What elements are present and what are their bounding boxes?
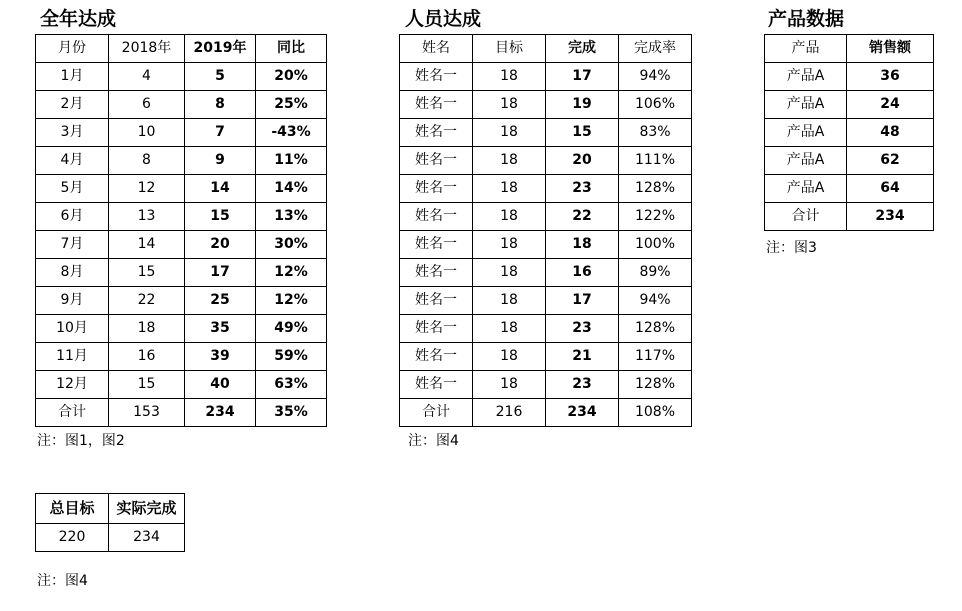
cell-name: 合计 [400,399,473,427]
cell-month: 1月 [36,63,109,91]
table-row [36,147,327,175]
cell-month: 合计 [36,399,109,427]
column-header-rate: 完成率 [619,35,692,63]
column-header-2018: 2018年 [109,35,185,63]
cell-2018: 14 [109,231,185,259]
cell-2019: 8 [185,91,256,119]
cell-product: 产品A [765,119,847,147]
cell-done: 23 [546,371,619,399]
cell-2019: 17 [185,259,256,287]
cell-product: 产品A [765,63,847,91]
table-row [765,91,934,119]
cell-done: 23 [546,315,619,343]
cell-done: 234 [546,399,619,427]
table-row [400,371,692,399]
cell-2018: 10 [109,119,185,147]
column-header-total-target: 总目标 [36,494,109,524]
cell-target: 18 [473,315,546,343]
cell-2018: 8 [109,147,185,175]
column-header-sales: 销售额 [847,35,934,63]
cell-2019: 20 [185,231,256,259]
cell-done: 15 [546,119,619,147]
cell-month: 5月 [36,175,109,203]
cell-done: 16 [546,259,619,287]
cell-done: 20 [546,147,619,175]
cell-2018: 153 [109,399,185,427]
cell-yoy: 20% [256,63,327,91]
column-header-product: 产品 [765,35,847,63]
target-table [35,493,185,552]
table-row [400,175,692,203]
products-note: 注：图3 [766,240,817,256]
cell-2019: 7 [185,119,256,147]
cell-2018: 13 [109,203,185,231]
cell-yoy: 25% [256,91,327,119]
table-row [36,371,327,399]
cell-2019: 39 [185,343,256,371]
cell-done: 22 [546,203,619,231]
cell-month: 6月 [36,203,109,231]
table-row [400,231,692,259]
column-header-done: 完成 [546,35,619,63]
cell-sales: 64 [847,175,934,203]
cell-target: 216 [473,399,546,427]
cell-actual-done: 234 [109,524,185,552]
cell-target: 18 [473,91,546,119]
cell-target: 18 [473,287,546,315]
cell-name: 姓名一 [400,259,473,287]
cell-yoy: 12% [256,259,327,287]
column-header-actual-done: 实际完成 [109,494,185,524]
products-title: 产品数据 [768,8,845,30]
table-total-row [36,399,327,427]
cell-yoy: 59% [256,343,327,371]
cell-2019: 14 [185,175,256,203]
column-header-name: 姓名 [400,35,473,63]
cell-yoy: 63% [256,371,327,399]
table-row [36,119,327,147]
target-note: 注：图4 [37,573,88,589]
cell-done: 17 [546,63,619,91]
cell-target: 18 [473,371,546,399]
cell-sales: 62 [847,147,934,175]
table-header-row [36,35,327,63]
cell-rate: 108% [619,399,692,427]
table-row [36,524,185,552]
cell-name: 姓名一 [400,343,473,371]
table-row [400,91,692,119]
table-row [36,91,327,119]
table-header-row [36,494,185,524]
table-row [400,203,692,231]
cell-done: 23 [546,175,619,203]
cell-yoy: -43% [256,119,327,147]
cell-sales: 24 [847,91,934,119]
cell-month: 9月 [36,287,109,315]
cell-target: 18 [473,259,546,287]
cell-2018: 6 [109,91,185,119]
cell-month: 7月 [36,231,109,259]
cell-2019: 40 [185,371,256,399]
cell-name: 姓名一 [400,231,473,259]
column-header-yoy: 同比 [256,35,327,63]
cell-yoy: 14% [256,175,327,203]
column-header-month: 月份 [36,35,109,63]
cell-rate: 94% [619,287,692,315]
cell-rate: 111% [619,147,692,175]
cell-done: 17 [546,287,619,315]
cell-2018: 4 [109,63,185,91]
table-row [36,343,327,371]
products-table [764,34,934,231]
cell-month: 2月 [36,91,109,119]
cell-rate: 106% [619,91,692,119]
cell-target: 18 [473,63,546,91]
table-row [36,259,327,287]
cell-rate: 117% [619,343,692,371]
cell-sales: 234 [847,203,934,231]
cell-name: 姓名一 [400,287,473,315]
table-header-row [765,35,934,63]
cell-target: 18 [473,343,546,371]
annual-note: 注：图1，图2 [37,433,125,449]
cell-month: 4月 [36,147,109,175]
cell-2018: 15 [109,259,185,287]
cell-2018: 16 [109,343,185,371]
cell-name: 姓名一 [400,91,473,119]
cell-2019: 5 [185,63,256,91]
cell-done: 21 [546,343,619,371]
table-row [400,287,692,315]
cell-month: 8月 [36,259,109,287]
column-header-2019: 2019年 [185,35,256,63]
cell-name: 姓名一 [400,119,473,147]
cell-rate: 128% [619,315,692,343]
cell-month: 11月 [36,343,109,371]
annual-title: 全年达成 [40,8,117,30]
table-row [36,203,327,231]
cell-target: 18 [473,119,546,147]
cell-target: 18 [473,147,546,175]
cell-2018: 15 [109,371,185,399]
cell-yoy: 13% [256,203,327,231]
cell-target: 18 [473,231,546,259]
cell-2018: 22 [109,287,185,315]
table-row [36,315,327,343]
cell-yoy: 30% [256,231,327,259]
table-row [400,119,692,147]
table-header-row [400,35,692,63]
cell-target: 18 [473,203,546,231]
cell-rate: 94% [619,63,692,91]
cell-sales: 36 [847,63,934,91]
cell-rate: 83% [619,119,692,147]
table-row [765,147,934,175]
cell-yoy: 35% [256,399,327,427]
cell-product: 产品A [765,175,847,203]
cell-rate: 128% [619,175,692,203]
cell-product: 产品A [765,91,847,119]
cell-name: 姓名一 [400,203,473,231]
cell-2018: 18 [109,315,185,343]
annual-table [35,34,327,427]
cell-month: 12月 [36,371,109,399]
cell-month: 10月 [36,315,109,343]
cell-name: 姓名一 [400,147,473,175]
table-row [400,315,692,343]
cell-done: 19 [546,91,619,119]
cell-name: 姓名一 [400,371,473,399]
table-row [765,63,934,91]
table-row [400,63,692,91]
column-header-target: 目标 [473,35,546,63]
table-row [400,343,692,371]
table-row [36,287,327,315]
cell-month: 3月 [36,119,109,147]
table-total-row [765,203,934,231]
table-row [36,175,327,203]
staff-title: 人员达成 [405,8,482,30]
cell-product: 合计 [765,203,847,231]
cell-2019: 9 [185,147,256,175]
cell-yoy: 12% [256,287,327,315]
table-row [765,119,934,147]
table-row [765,175,934,203]
cell-target: 18 [473,175,546,203]
cell-yoy: 11% [256,147,327,175]
cell-name: 姓名一 [400,175,473,203]
cell-yoy: 49% [256,315,327,343]
cell-2019: 15 [185,203,256,231]
cell-rate: 122% [619,203,692,231]
cell-rate: 89% [619,259,692,287]
table-row [36,63,327,91]
cell-sales: 48 [847,119,934,147]
table-row [36,231,327,259]
staff-note: 注：图4 [408,433,459,449]
cell-rate: 100% [619,231,692,259]
cell-2019: 35 [185,315,256,343]
cell-done: 18 [546,231,619,259]
cell-total-target: 220 [36,524,109,552]
cell-product: 产品A [765,147,847,175]
cell-name: 姓名一 [400,63,473,91]
table-row [400,259,692,287]
cell-2019: 234 [185,399,256,427]
cell-2019: 25 [185,287,256,315]
cell-2018: 12 [109,175,185,203]
table-total-row [400,399,692,427]
cell-name: 姓名一 [400,315,473,343]
staff-table [399,34,692,427]
table-row [400,147,692,175]
cell-rate: 128% [619,371,692,399]
